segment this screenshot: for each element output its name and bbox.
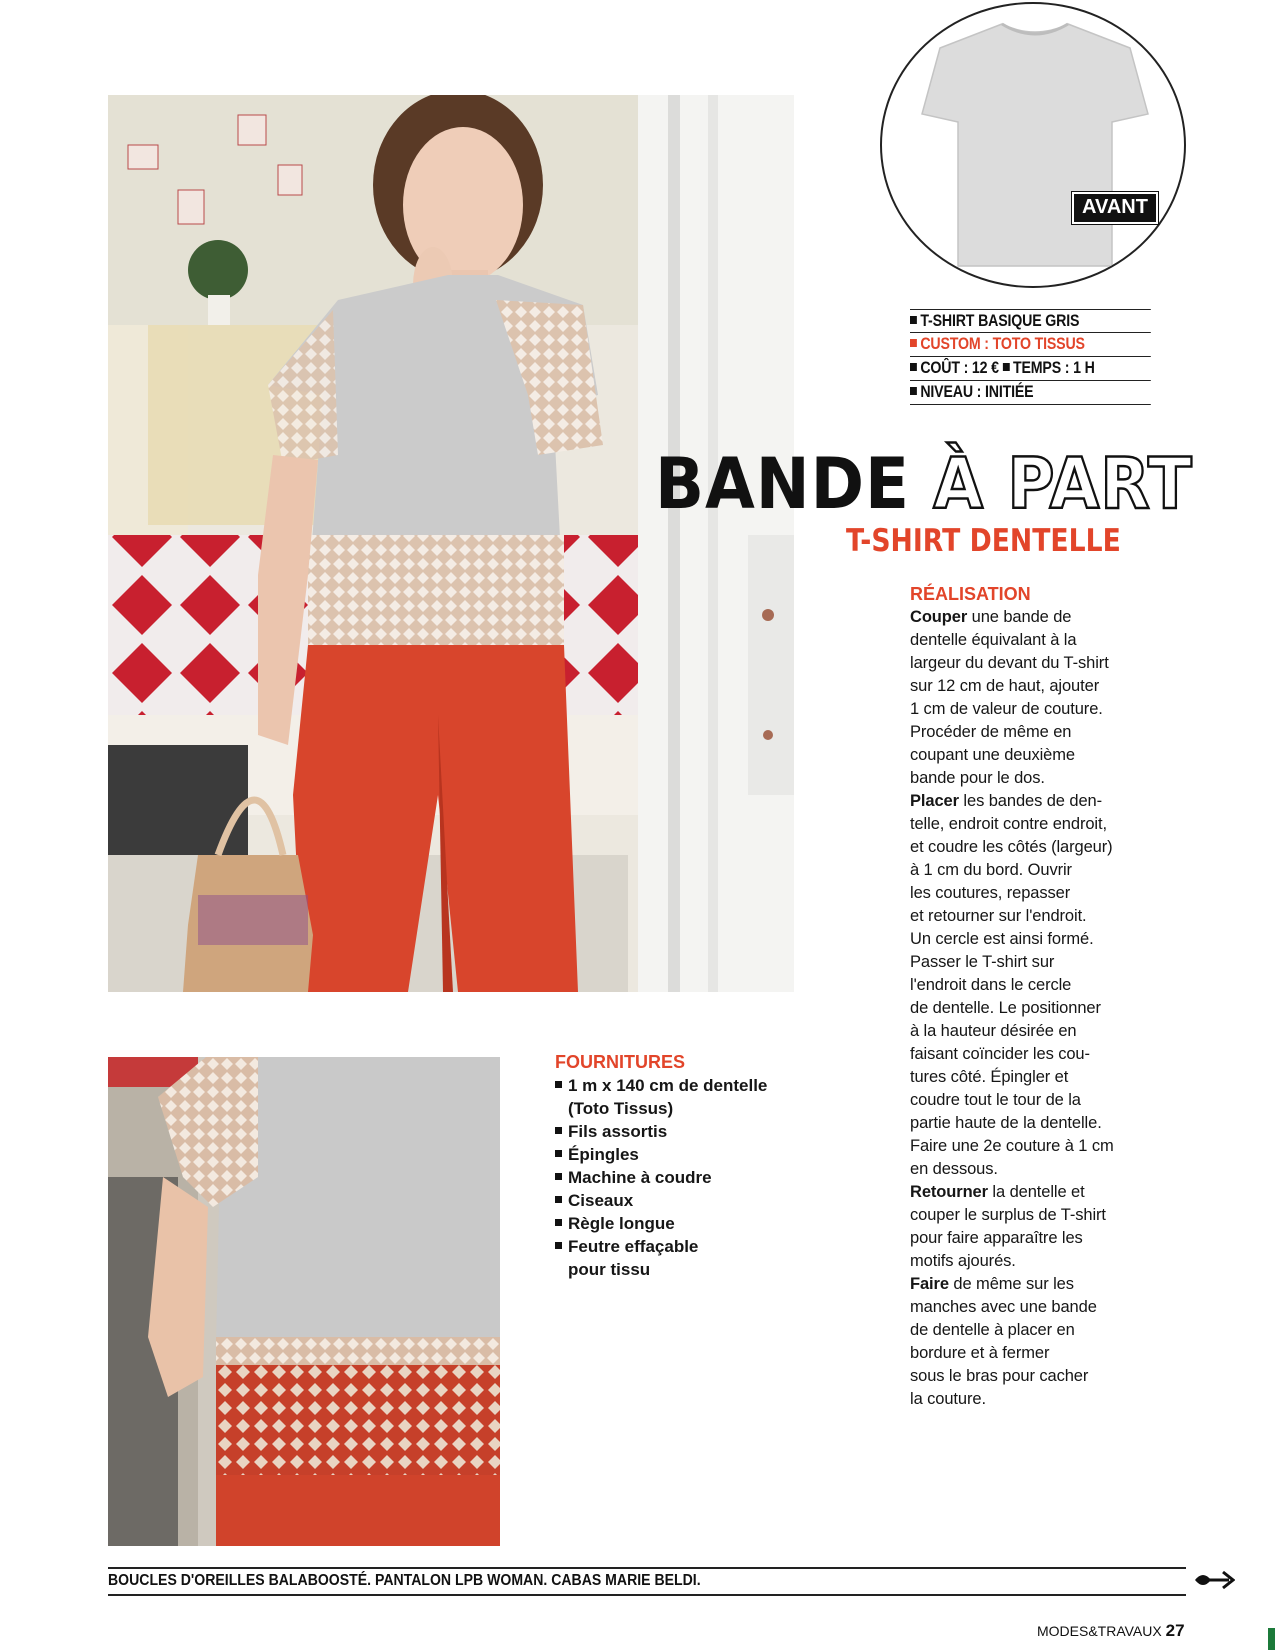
- credits-line: BOUCLES D'OREILLES BALABOOSTÉ. PANTALON LPB WOMAN. CABAS MARIE BELDI.: [108, 1572, 701, 1589]
- spec-list: [910, 309, 1150, 405]
- text-line: [910, 1227, 1150, 1250]
- line-text: l'endroit dans le cercle: [910, 976, 1072, 994]
- line-text: Un cercle est ainsi formé.: [910, 930, 1094, 948]
- text-line: [910, 1319, 1150, 1342]
- list-item: [555, 1097, 855, 1120]
- square-bullet-icon: [1003, 363, 1010, 371]
- item-text: Feutre effaçable: [568, 1237, 699, 1256]
- magazine-name: MODES&TRAVAUX: [1037, 1623, 1162, 1639]
- text-line: [910, 1158, 1150, 1181]
- title-solid: BANDE: [655, 443, 910, 525]
- line-text: coupant une deuxième: [910, 746, 1075, 764]
- item-text: Machine à coudre: [568, 1168, 712, 1187]
- line-text: en dessous.: [910, 1160, 998, 1178]
- text-line: [910, 859, 1150, 882]
- avant-badge: AVANT: [1072, 192, 1158, 224]
- list-item: [555, 1235, 855, 1258]
- line-text: faisant coïncider les cou-: [910, 1045, 1090, 1063]
- text-line: [910, 1066, 1150, 1089]
- spec-item: COÛT : 12 € TEMPS : 1 H: [910, 357, 1151, 381]
- line-text: Passer le T-shirt sur: [910, 953, 1055, 971]
- item-text: Épingles: [568, 1145, 639, 1164]
- text-line: [910, 744, 1150, 767]
- line-text: 1 cm de valeur de couture.: [910, 700, 1103, 718]
- line-text: coudre tout le tour de la: [910, 1091, 1081, 1109]
- square-bullet-icon: [910, 339, 917, 347]
- list-item: [555, 1074, 855, 1097]
- text-line: [910, 1250, 1150, 1273]
- text-line: [910, 652, 1150, 675]
- text-line: [910, 790, 1150, 813]
- text-line: [910, 1020, 1150, 1043]
- bold-verb: Faire: [910, 1275, 949, 1293]
- text-line: [910, 997, 1150, 1020]
- section-heading: RÉALISATION: [910, 584, 1031, 604]
- text-line: [910, 928, 1150, 951]
- text-line: [910, 767, 1150, 790]
- line-text: dentelle équivalant à la: [910, 631, 1077, 649]
- text-line: [910, 1365, 1150, 1388]
- line-text: sur 12 cm de haut, ajouter: [910, 677, 1100, 695]
- item-text: Fils assortis: [568, 1122, 668, 1141]
- divider: [108, 1594, 1186, 1596]
- line-text: les coutures, repasser: [910, 884, 1071, 902]
- text-line: [910, 1296, 1150, 1319]
- item-text: 1 m x 140 cm de dentelle: [568, 1076, 768, 1095]
- line-text: motifs ajourés.: [910, 1252, 1016, 1270]
- text-line: [910, 1342, 1150, 1365]
- text-line: [910, 1135, 1150, 1158]
- realisation-text: [910, 606, 1150, 1411]
- section-heading: FOURNITURES: [555, 1052, 685, 1072]
- spec-item: CUSTOM : TOTO TISSUS: [910, 333, 1151, 357]
- text-line: [910, 1204, 1150, 1227]
- text-line: [910, 836, 1150, 859]
- fournitures-list: [555, 1074, 855, 1281]
- list-item: [555, 1166, 855, 1189]
- text-line: [910, 882, 1150, 905]
- page-title: [655, 445, 1193, 523]
- line-text: la couture.: [910, 1390, 986, 1408]
- text-line: [910, 698, 1150, 721]
- text-line: [910, 721, 1150, 744]
- square-bullet-icon: [555, 1219, 562, 1226]
- item-text: (Toto Tissus): [568, 1099, 674, 1118]
- fournitures-section: [555, 1051, 855, 1281]
- line-text: bande pour le dos.: [910, 769, 1045, 787]
- list-item: [555, 1189, 855, 1212]
- line-text: de dentelle à placer en: [910, 1321, 1075, 1339]
- line-text: largeur du devant du T-shirt: [910, 654, 1109, 672]
- square-bullet-icon: [910, 387, 917, 395]
- line-text: à 1 cm du bord. Ouvrir: [910, 861, 1072, 879]
- line-text: de même sur les: [948, 1275, 1074, 1293]
- line-text: partie haute de la dentelle.: [910, 1114, 1102, 1132]
- page-number: 27: [1165, 1621, 1185, 1640]
- title-outline: À PART: [933, 443, 1193, 525]
- text-line: [910, 675, 1150, 698]
- item-text: Ciseaux: [568, 1191, 634, 1210]
- bold-verb: Placer: [910, 792, 959, 810]
- list-item: [555, 1258, 855, 1281]
- bold-verb: Couper: [910, 608, 968, 626]
- line-text: à la hauteur désirée en: [910, 1022, 1077, 1040]
- line-text: une bande de: [967, 608, 1072, 626]
- arrow-leaf-icon: [1193, 1568, 1235, 1592]
- text-line: [910, 813, 1150, 836]
- text-line: [910, 1273, 1150, 1296]
- bold-verb: Retourner: [910, 1183, 988, 1201]
- text-line: [910, 1043, 1150, 1066]
- line-text: et coudre les côtés (largeur): [910, 838, 1113, 856]
- line-text: Faire une 2e couture à 1 cm: [910, 1137, 1114, 1155]
- line-text: pour faire apparaître les: [910, 1229, 1083, 1247]
- line-text: Procéder de même en: [910, 723, 1072, 741]
- realisation-section: [910, 583, 1150, 1411]
- list-item: [555, 1143, 855, 1166]
- line-text: telle, endroit contre endroit,: [910, 815, 1107, 833]
- text-line: [910, 606, 1150, 629]
- square-bullet-icon: [555, 1150, 562, 1157]
- line-text: couper le surplus de T-shirt: [910, 1206, 1106, 1224]
- text-line: [910, 629, 1150, 652]
- text-line: [910, 951, 1150, 974]
- line-text: et retourner sur l'endroit.: [910, 907, 1087, 925]
- square-bullet-icon: [555, 1127, 562, 1134]
- folio: [1037, 1622, 1185, 1640]
- list-item: [555, 1212, 855, 1235]
- list-item: [555, 1120, 855, 1143]
- line-text: bordure et à fermer: [910, 1344, 1050, 1362]
- square-bullet-icon: [555, 1173, 562, 1180]
- line-text: la dentelle et: [987, 1183, 1085, 1201]
- item-text: pour tissu: [568, 1260, 651, 1279]
- square-bullet-icon: [910, 363, 917, 371]
- line-text: manches avec une bande: [910, 1298, 1097, 1316]
- detail-photo: [108, 1057, 500, 1546]
- text-line: [910, 974, 1150, 997]
- text-line: [910, 1388, 1150, 1411]
- edge-mark: [1268, 1628, 1275, 1650]
- square-bullet-icon: [555, 1196, 562, 1203]
- main-photo: [108, 95, 794, 992]
- item-text: Règle longue: [568, 1214, 675, 1233]
- text-line: [910, 905, 1150, 928]
- spec-item: T-SHIRT BASIQUE GRIS: [910, 309, 1151, 333]
- text-line: [910, 1089, 1150, 1112]
- line-text: de dentelle. Le positionner: [910, 999, 1101, 1017]
- line-text: les bandes de den-: [958, 792, 1102, 810]
- text-line: [910, 1181, 1150, 1204]
- square-bullet-icon: [555, 1242, 562, 1249]
- line-text: tures côté. Épingler et: [910, 1068, 1069, 1086]
- avant-circle: [880, 2, 1186, 288]
- text-line: [910, 1112, 1150, 1135]
- page-subtitle: T-SHIRT DENTELLE: [846, 523, 1121, 559]
- divider: [108, 1567, 1186, 1569]
- square-bullet-icon: [555, 1081, 562, 1088]
- square-bullet-icon: [910, 316, 917, 324]
- spec-item: NIVEAU : INITIÉE: [910, 381, 1151, 405]
- line-text: sous le bras pour cacher: [910, 1367, 1089, 1385]
